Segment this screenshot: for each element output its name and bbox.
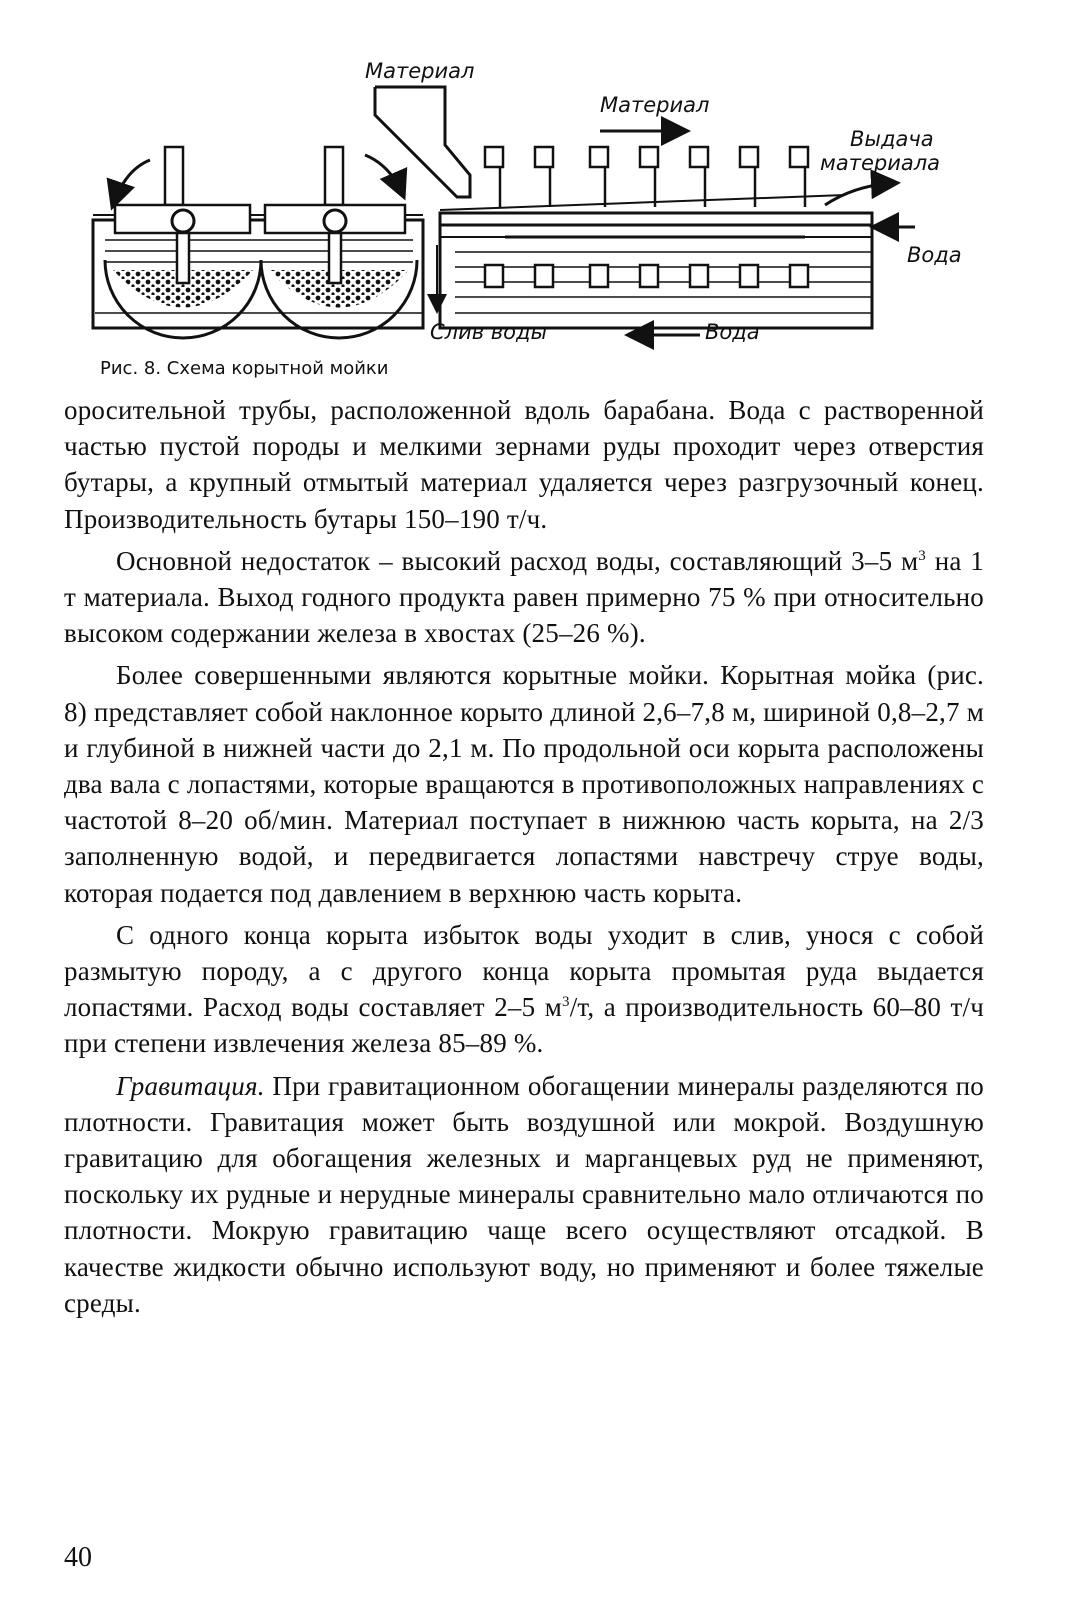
- paragraph-2-part-b: на 1 т материала. Выход годного продукта равен примерно 75 % при относительно высоком содержании железа в хвостах (25–26 %).: [64, 545, 984, 649]
- label-water-flow: Вода: [705, 320, 760, 344]
- paragraph-4-part-a: С одного конца корыта избыток воды уходит в слив, унося с собой размытую породу, а с другого конца корыта промытая руда выдается лопастями. Расход воды составляет 2–5 м: [64, 919, 984, 1023]
- label-output-line1: Выдача: [850, 127, 934, 151]
- trough-washer-diagram: [85, 55, 985, 355]
- paragraph-5: [64, 1068, 984, 1321]
- label-output-line2: материала: [820, 151, 941, 175]
- paragraph-3: Более совершенными являются корытные мойки. Корытная мойка (рис. 8) представляет собой наклонное корыто длиной 2,6–7,8 м, шириной 0,8–2,7 м и глубиной в нижней части до 2,1 м. По продольной оси корыта расположены два вала с лопастями, которые вращаются в противоположных направлениях с частотой 8–20 об/мин. Материал поступает в нижнюю часть корыта, на 2/3 заполненную водой, и передвигается лопастями навстречу струе воды, которая подается под давлением в верхнюю часть корыта.: [64, 660, 984, 908]
- label-water-in: Вода: [907, 243, 962, 267]
- paragraph-4-part-b: /т, а производительность 60–80 т/ч при степени извлечения железа 85–89 %.: [64, 992, 985, 1059]
- paragraph-2: [64, 543, 984, 652]
- label-material-in: Материал: [365, 59, 475, 83]
- superscript: 3: [918, 547, 926, 564]
- trough-washer-figure: [85, 55, 985, 355]
- page-number: 40: [64, 1542, 92, 1573]
- feed-hopper: [375, 87, 470, 197]
- paragraph-2-part-a: Основной недостаток – высокий расход воды, составляющий 3–5 м: [116, 545, 919, 576]
- paragraph-4: [64, 917, 984, 1062]
- paragraph-1: оросительной трубы, расположенной вдоль барабана. Вода с растворенной частью пустой породы и мелкими зернами руды проходит через отверстия бутары, а крупный отмытый материал удаляется через разгрузочный конец. Производительность бутары 150–190 т/ч.: [64, 395, 984, 534]
- section-term: Гравитация.: [116, 1070, 265, 1101]
- label-drain: Слив воды: [430, 320, 548, 344]
- label-material-flow: Материал: [600, 93, 710, 117]
- cross-section-view: [93, 147, 423, 338]
- body-text: [64, 392, 984, 1327]
- paragraph-5-text: При гравитационном обогащении минералы разделяются по плотности. Гравитация может быть воздушной или мокрой. Воздушную гравитацию для обогащения железных и марганцевых руд не применяют, поскольку их рудные и нерудные минералы сравнительно мало отличаются по плотности. Мокрую гравитацию чаще всего осуществляют отсадкой. В качестве жидкости обычно используют воду, но применяют и более тяжелые среды.: [64, 1070, 984, 1318]
- superscript: 3: [561, 994, 570, 1011]
- figure-caption: Рис. 8. Схема корытной мойки: [100, 358, 389, 379]
